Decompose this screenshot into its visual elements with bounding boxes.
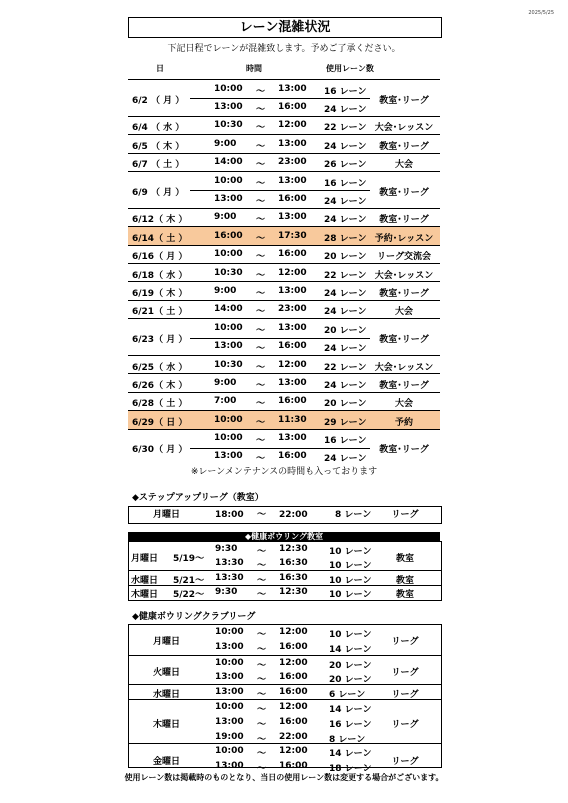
kenko-content: 教室: [395, 575, 414, 586]
slot-lanes: 20 レーン: [329, 675, 372, 686]
club-day: 火曜日: [153, 667, 181, 678]
slot-from: 14:00: [214, 304, 243, 315]
slot-from: 10:00: [215, 746, 244, 757]
slot-tilde: ～: [257, 705, 267, 715]
slot-lanes: 24 レーン: [324, 215, 367, 226]
step-lanes: 8 レーン: [335, 510, 372, 520]
slot-from: 13:30: [215, 557, 244, 568]
slot-tilde: ～: [256, 399, 266, 410]
slot-lanes: 10 レーン: [329, 546, 372, 557]
schedule-row: [128, 171, 440, 209]
slot-lanes: 16 レーン: [324, 436, 367, 447]
slot-from: 10:00: [214, 83, 243, 94]
slot-lanes: 24 レーン: [324, 141, 367, 152]
row-date: 6/4 （ 水 ）: [132, 123, 185, 134]
slot-from: 13:00: [214, 193, 243, 204]
slot-lanes: 24 レーン: [324, 104, 367, 115]
slot-from: 10:00: [215, 627, 244, 637]
slot-to: 13:00: [278, 83, 307, 94]
kenko-day: 月曜日: [131, 553, 159, 564]
schedule-row: [128, 263, 440, 282]
schedule-row: [128, 318, 440, 356]
slot-lanes: 24 レーン: [324, 307, 367, 318]
slot-lanes: 24 レーン: [324, 380, 367, 391]
slot-to: 13:00: [278, 175, 307, 186]
club-content: リーグ: [391, 690, 419, 701]
kenko-content: 教室: [395, 553, 414, 564]
slot-to: 16:00: [279, 687, 308, 698]
kenko-start: 5/22～: [173, 590, 205, 601]
kenko-day: 水曜日: [131, 575, 159, 586]
row-date: 6/2 （ 月 ）: [132, 95, 185, 106]
slot-from: 10:00: [214, 414, 243, 425]
slot-from: 9:00: [214, 377, 237, 388]
kenko-start: 5/19～: [173, 553, 205, 564]
schedule-row: [128, 226, 440, 245]
slot-lanes: 24 レーン: [324, 344, 367, 355]
schedule-row: [128, 245, 440, 264]
slot-to: 16:00: [278, 396, 307, 407]
print-date: 2025/5/25: [528, 10, 554, 16]
schedule-row: [128, 300, 440, 319]
slot-lanes: 22 レーン: [324, 123, 367, 134]
slot-tilde: ～: [256, 160, 266, 171]
schedule-row: [128, 134, 440, 153]
slot-tilde: ～: [256, 307, 266, 318]
slot-to: 13:00: [278, 377, 307, 388]
slot-to: 12:00: [278, 359, 307, 370]
slot-tilde: ～: [257, 719, 267, 730]
step-table: [128, 506, 442, 524]
slot-from: 10:00: [214, 322, 243, 333]
club-table: [128, 624, 442, 775]
row-date: 6/16（ 月 ）: [132, 252, 188, 263]
slot-to: 22:00: [279, 731, 308, 742]
kenko-heading: ◆健康ボウリング教室: [128, 532, 440, 542]
club-heading: ◆健康ボウリングクラブリーグ: [132, 612, 256, 622]
row-content: 大会: [394, 399, 413, 410]
slot-tilde: ～: [257, 575, 267, 586]
row-content: 教室･リーグ: [379, 335, 429, 346]
row-content: 大会･レッスン: [374, 123, 434, 134]
slot-lanes: 29 レーン: [324, 417, 367, 428]
slot-tilde: ～: [256, 380, 266, 391]
row-date: 6/14（ 土 ）: [132, 233, 188, 244]
slot-to: 13:00: [278, 285, 307, 296]
slot-lanes: 16 レーン: [329, 719, 372, 730]
slot-tilde: ～: [256, 104, 266, 115]
slot-to: 13:00: [278, 322, 307, 333]
main-schedule-table: [128, 60, 440, 465]
slot-tilde: ～: [256, 436, 266, 447]
slot-lanes: 14 レーン: [329, 749, 372, 760]
slot-divider: [190, 338, 370, 339]
slot-tilde: ～: [256, 86, 266, 97]
slot-to: 23:00: [278, 157, 307, 168]
slot-to: 13:00: [278, 433, 307, 444]
slot-to: 12:00: [278, 267, 307, 278]
kenko-start: 5/21～: [173, 575, 205, 586]
footer-note: 使用レーン数は掲載時のものとなり、当日の使用レーン数は変更する場合がございます。: [124, 773, 444, 782]
row-date: 6/25（ 水 ）: [132, 362, 188, 373]
slot-to: 16:30: [279, 557, 308, 568]
slot-to: 16:00: [279, 761, 308, 772]
slot-tilde: ～: [257, 546, 267, 557]
slot-from: 10:00: [215, 702, 244, 712]
slot-to: 12:00: [279, 657, 308, 668]
kenko-day: 木曜日: [131, 590, 159, 601]
row-date: 6/23（ 月 ）: [132, 335, 188, 346]
row-content: 予約: [394, 417, 413, 428]
table-row: [129, 509, 441, 521]
table-row: [129, 699, 441, 744]
slot-tilde: ～: [256, 288, 266, 299]
slot-tilde: ～: [256, 270, 266, 281]
step-heading: ◆ステップアップリーグ（教室）: [132, 493, 264, 503]
row-content: 教室･リーグ: [379, 141, 429, 152]
slot-to: 23:00: [278, 304, 307, 315]
slot-to: 16:30: [279, 572, 308, 583]
slot-lanes: 18 レーン: [329, 764, 372, 775]
slot-to: 16:00: [279, 641, 308, 652]
slot-lanes: 10 レーン: [329, 590, 372, 601]
slot-divider: [190, 448, 370, 449]
header-day: 日: [156, 64, 164, 73]
slot-to: 16:00: [278, 101, 307, 112]
row-date: 6/29（ 日 ）: [132, 417, 188, 428]
slot-tilde: ～: [257, 675, 267, 686]
slot-lanes: 10 レーン: [329, 630, 372, 640]
row-date: 6/30（ 月 ）: [132, 445, 188, 456]
slot-from: 9:00: [214, 285, 237, 296]
slot-from: 13:00: [214, 451, 243, 462]
header-lanes: 使用レーン数: [326, 64, 374, 73]
slot-lanes: 10 レーン: [329, 560, 372, 571]
slot-lanes: 22 レーン: [324, 362, 367, 373]
schedule-row: [128, 116, 440, 135]
slot-to: 11:30: [278, 414, 307, 425]
slot-from: 9:00: [214, 138, 237, 149]
schedule-row: [128, 429, 440, 467]
club-day: 金曜日: [153, 756, 181, 767]
row-date: 6/21（ 土 ）: [132, 307, 188, 318]
slot-to: 13:00: [278, 212, 307, 223]
slot-from: 14:00: [214, 157, 243, 168]
slot-lanes: 6 レーン: [329, 690, 366, 701]
slot-from: 7:00: [214, 396, 237, 407]
slot-lanes: 20 レーン: [324, 252, 367, 263]
slot-lanes: 14 レーン: [329, 644, 372, 655]
row-date: 6/7 （ 土 ）: [132, 160, 185, 171]
slot-to: 12:30: [279, 587, 308, 598]
slot-from: 13:00: [214, 101, 243, 112]
row-date: 6/26（ 木 ）: [132, 381, 188, 392]
row-content: 予約･レッスン: [374, 233, 434, 244]
row-date: 6/18（ 水 ）: [132, 270, 188, 281]
page-subtitle: 下記日程でレーンが混雑致します。予めご了承ください。: [167, 44, 401, 54]
slot-tilde: ～: [256, 454, 266, 465]
slot-to: 16:00: [279, 672, 308, 683]
step-to: 22:00: [279, 510, 308, 520]
slot-lanes: 10 レーン: [329, 575, 372, 586]
slot-tilde: ～: [256, 362, 266, 373]
slot-tilde: ～: [257, 660, 267, 671]
row-date: 6/19（ 木 ）: [132, 289, 188, 300]
step-day: 月曜日: [153, 510, 181, 520]
slot-to: 16:00: [278, 249, 307, 260]
slot-to: 16:00: [278, 193, 307, 204]
slot-lanes: 14 レーン: [329, 705, 372, 715]
slot-lanes: 8 レーン: [329, 734, 366, 745]
club-content: リーグ: [391, 756, 419, 767]
schedule-row: [128, 410, 440, 429]
row-content: 大会･レッスン: [374, 362, 434, 373]
table-row: [129, 625, 441, 655]
row-date: 6/5 （ 木 ）: [132, 141, 185, 152]
slot-from: 13:30: [215, 572, 244, 583]
slot-to: 13:00: [278, 138, 307, 149]
slot-from: 10:30: [214, 267, 243, 278]
slot-from: 13:00: [214, 341, 243, 352]
row-content: 教室･リーグ: [379, 215, 429, 226]
table-row: [129, 684, 441, 700]
slot-from: 13:00: [215, 687, 244, 698]
slot-tilde: ～: [257, 749, 267, 760]
club-day: 木曜日: [153, 719, 181, 730]
slot-from: 10:30: [214, 120, 243, 131]
slot-tilde: ～: [256, 215, 266, 226]
slot-lanes: 16 レーン: [324, 86, 367, 97]
slot-divider: [190, 190, 370, 191]
slot-from: 10:00: [214, 175, 243, 186]
schedule-row: [128, 281, 440, 300]
slot-tilde: ～: [256, 344, 266, 355]
slot-lanes: 26 レーン: [324, 160, 367, 171]
slot-tilde: ～: [257, 764, 267, 775]
maintenance-note: ※レーンメンテナンスの時間も入っております: [190, 467, 378, 477]
row-content: 大会: [394, 307, 413, 318]
row-content: リーグ交流会: [376, 252, 431, 263]
slot-to: 12:00: [279, 746, 308, 757]
slot-tilde: ～: [256, 325, 266, 336]
slot-from: 10:30: [214, 359, 243, 370]
table-row: [129, 542, 441, 570]
slot-tilde: ～: [256, 178, 266, 189]
slot-tilde: ～: [257, 734, 267, 745]
row-date: 6/28（ 土 ）: [132, 399, 188, 410]
schedule-row: [128, 153, 440, 172]
slot-to: 12:00: [279, 702, 308, 712]
slot-lanes: 24 レーン: [324, 454, 367, 465]
page-title: レーン混雑状況: [128, 17, 442, 38]
schedule-row: [128, 373, 440, 392]
slot-tilde: ～: [257, 590, 267, 601]
step-from: 18:00: [215, 510, 244, 520]
club-day: 月曜日: [153, 637, 181, 648]
slot-to: 17:30: [278, 230, 307, 241]
schedule-row: [128, 392, 440, 411]
slot-tilde: ～: [257, 630, 267, 640]
slot-lanes: 20 レーン: [329, 660, 372, 671]
slot-tilde: ～: [257, 644, 267, 655]
row-content: 教室･リーグ: [379, 289, 429, 300]
slot-tilde: ～: [256, 141, 266, 152]
schedule-row: [128, 79, 440, 117]
slot-lanes: 20 レーン: [324, 399, 367, 410]
slot-tilde: ～: [256, 123, 266, 134]
row-content: 教室･リーグ: [379, 445, 429, 456]
slot-tilde: ～: [257, 560, 267, 571]
slot-to: 12:30: [279, 543, 308, 554]
schedule-row: [128, 208, 440, 227]
club-content: リーグ: [391, 637, 419, 648]
table-row: [129, 655, 441, 686]
slot-lanes: 22 レーン: [324, 270, 367, 281]
table-row: [129, 585, 441, 600]
slot-to: 12:00: [278, 120, 307, 131]
table-row: [129, 570, 441, 585]
slot-tilde: ～: [256, 196, 266, 207]
row-content: 教室･リーグ: [379, 95, 429, 106]
row-content: 大会･レッスン: [374, 270, 434, 281]
slot-from: 9:00: [214, 212, 237, 223]
slot-lanes: 16 レーン: [324, 178, 367, 189]
row-content: 教室･リーグ: [379, 381, 429, 392]
slot-lanes: 28 レーン: [324, 233, 367, 244]
table-row: [129, 743, 441, 774]
slot-from: 13:00: [215, 672, 244, 683]
row-date: 6/9 （ 月 ）: [132, 187, 185, 198]
slot-tilde: ～: [256, 417, 266, 428]
row-content: 大会: [394, 160, 413, 171]
slot-to: 16:00: [278, 341, 307, 352]
slot-from: 16:00: [214, 230, 243, 241]
slot-from: 13:00: [215, 641, 244, 652]
slot-from: 13:00: [215, 761, 244, 772]
slot-lanes: 24 レーン: [324, 288, 367, 299]
slot-to: 16:00: [279, 716, 308, 727]
slot-from: 10:00: [214, 249, 243, 260]
slot-from: 19:00: [215, 731, 244, 742]
slot-tilde: ～: [257, 690, 267, 701]
slot-from: 9:30: [215, 587, 238, 598]
step-tilde: ～: [257, 510, 267, 520]
row-content: 教室･リーグ: [379, 187, 429, 198]
slot-to: 16:00: [278, 451, 307, 462]
club-content: リーグ: [391, 667, 419, 678]
slot-from: 9:30: [215, 543, 238, 554]
club-content: リーグ: [391, 719, 419, 730]
slot-from: 10:00: [214, 433, 243, 444]
club-day: 水曜日: [153, 690, 181, 701]
slot-from: 10:00: [215, 657, 244, 668]
step-content: リーグ: [391, 510, 419, 520]
row-date: 6/12（ 木 ）: [132, 215, 188, 226]
slot-lanes: 20 レーン: [324, 325, 367, 336]
slot-to: 12:00: [279, 627, 308, 637]
slot-lanes: 24 レーン: [324, 196, 367, 207]
header-time: 時間: [246, 64, 262, 73]
kenko-content: 教室: [395, 590, 414, 601]
slot-divider: [190, 98, 370, 99]
slot-from: 13:00: [215, 716, 244, 727]
schedule-row: [128, 355, 440, 374]
slot-tilde: ～: [256, 233, 266, 244]
slot-tilde: ～: [256, 252, 266, 263]
kenko-table: [128, 541, 442, 601]
